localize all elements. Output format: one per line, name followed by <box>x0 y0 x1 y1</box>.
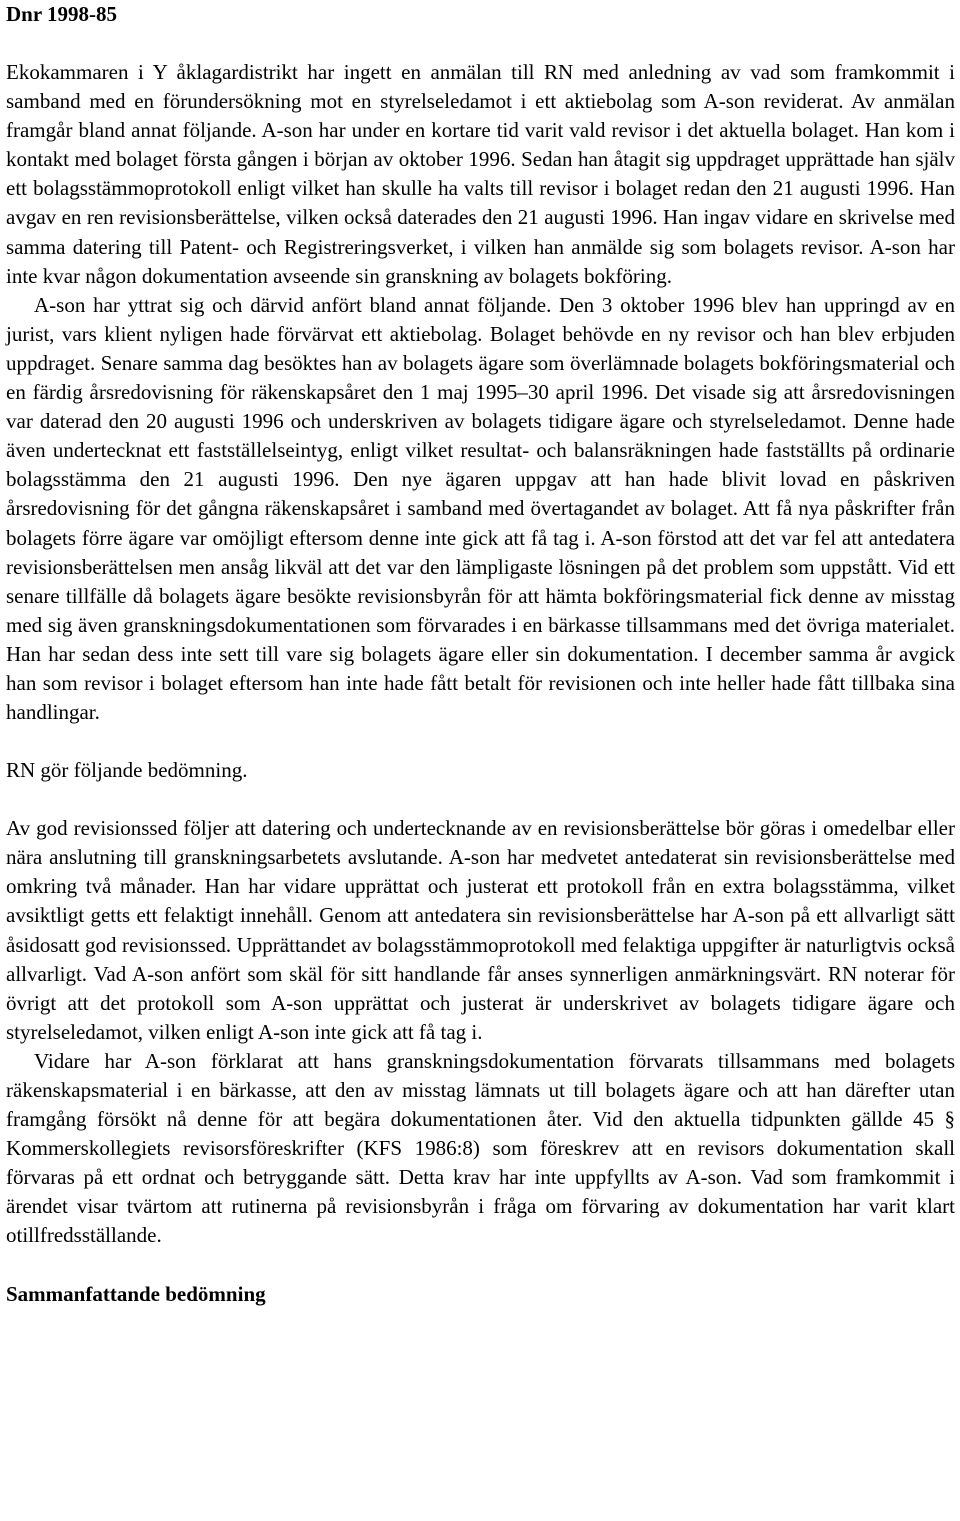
paragraph-documentation: Vidare har A-son förklarat att hans granskningsdokumentation förvarats tillsammans med bolagets räkenskapsmaterial i en bärkasse, att den av misstag lämnats ut till bolagets ägare och att han därefter utan framgång försökt nå denne för att begära dokumentationen åter. Vid den aktuella tidpunkten gällde 45 § Kommerskollegiets revisorsföreskrifter (KFS 1986:8) som föreskrev att en revisors dokumentation skall förvaras på ett ordnat och betryggande sätt. Detta krav har inte uppfyllts av A-son. Vad som framkommit i ärendet visar tvärtom att rutinerna på revisionsbyrån i fråga om förvaring av dokumentation har varit klart otillfredsställande. <box>6 1048 955 1248</box>
assessment-intro: RN gör följande bedömning. <box>6 758 248 783</box>
summary-heading: Sammanfattande bedömning <box>6 1281 266 1306</box>
spacer <box>6 1251 955 1280</box>
spacer <box>6 727 955 756</box>
paragraph-complaint: Ekokammaren i Y åklagardistrikt har ingett en anmälan till RN med anledning av vad som framkommit i samband med en förundersökning mot en styrelseledamot i ett aktiebolag som A-son reviderat. Av anmälan framgår bland annat följande. A-son har under en kortare tid varit vald revisor i det aktuella bolaget. Han kom i kontakt med bolaget första gången i början av oktober 1996. Sedan han åtagit sig uppdraget upprättade han själv ett bolagsstämmoprotokoll enligt vilket han skulle ha valts till revisor i bolaget redan den 21 augusti 1996. Han avgav en ren revisionsberättelse, vilken också daterades den 21 augusti 1996. Han ingav vidare en skrivelse med samma datering till Patent- och Registreringsverket, i vilken han anmälde sig som bolagets revisor. A-son har inte kvar någon dokumentation avseende sin granskning av bolagets bokföring. <box>6 60 955 288</box>
paragraph-response: A-son har yttrat sig och därvid anfört bland annat följande. Den 3 oktober 1996 blev han uppringd av en jurist, vars klient nyligen hade förvärvat ett aktiebolag. Bolaget behövde en ny revisor och han blev erbjuden uppdraget. Senare samma dag besöktes han av bolagets ägare som överlämnade bolagets bokföringsmaterial och en färdig årsredovisning för räkenskapsåret den 1 maj 1995–30 april 1996. Det visade sig att årsredovisningen var daterad den 20 augusti 1996 och underskriven av bolagets tidigare ägare och styrelseledamot. Denne hade även undertecknat ett fastställelseintyg, enligt vilket resultat- och balansräkningen hade fastställts på ordinarie bolagsstämma den 21 augusti 1996. Den nye ägaren uppgav att han hade blivit lovad en påskriven årsredovisning för det gångna räkenskapsåret i samband med övertagandet av bolaget. Att få nya påskrifter från bolagets förre ägare var omöjligt eftersom denne inte gick att få tag i. A-son förstod att det var fel att antedatera revisionsberättelsen men ansåg likväl att det var den lämpligaste lösningen på det problem som uppstått. Vid ett senare tillfälle då bolagets ägare besökte revisionsbyrån för att hämta bokföringsmaterial fick denne av misstag med sig även granskningsdokumentationen som förvarades i en bärkasse tillsammans med det övriga materialet. Han har sedan dess inte sett till vare sig bolagets ägare eller sin dokumentation. I december samma år avgick han som revisor i bolaget eftersom han inte hade fått betalt för revisionen och inte heller hade fått tillbaka sina handlingar. <box>6 292 955 725</box>
document-id: Dnr 1998-85 <box>6 2 118 26</box>
paragraph-assessment: Av god revisionssed följer att datering och undertecknande av en revisionsberättelse bör göras i omedelbar eller nära anslutning till granskningsarbetets avslutande. A-son har medvetet antedaterat sin revisionsberättelse med omkring två månader. Han har vidare upprättat och justerat ett protokoll från en extra bolagsstämma, vilket avsiktligt getts ett felaktigt innehåll. Genom att antedatera sin revisionsberättelse har A-son på ett allvarligt sätt åsidosatt god revisionssed. Upprättandet av bolagsstämmoprotokoll med felaktiga uppgifter är naturligtvis också allvarligt. Vad A-son anfört som skäl för sitt handlande får anses synnerligen anmärkningsvärt. RN noterar för övrigt att det protokoll som A-son upprättat och justerat är underskrivet av bolagets tidigare ägare och styrelseledamot, vilken enligt A-son inte gick att få tag i. <box>6 816 955 1044</box>
document-body <box>6 0 955 1309</box>
spacer <box>6 785 955 814</box>
spacer <box>6 29 955 58</box>
